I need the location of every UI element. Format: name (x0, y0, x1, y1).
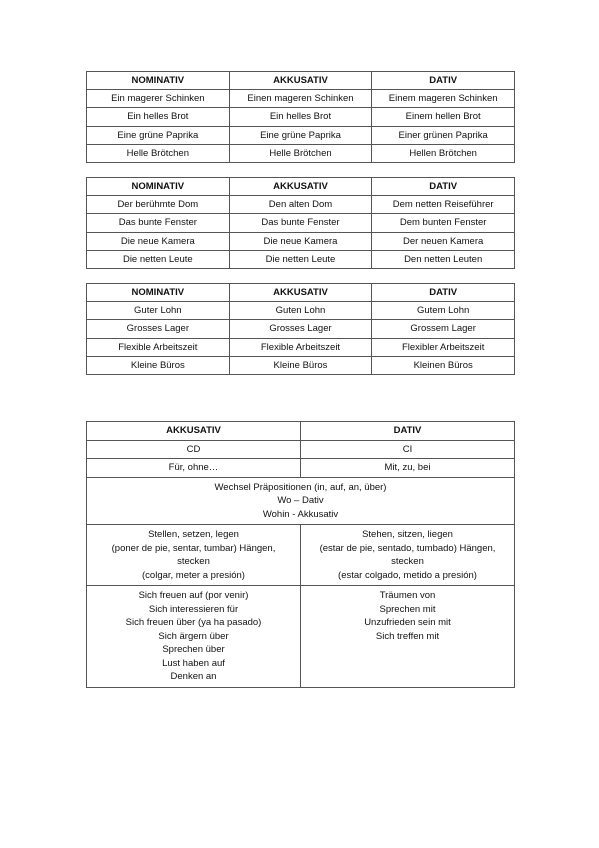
table-cell: Den alten Dom (229, 196, 372, 214)
cd-cell: CD (87, 440, 301, 459)
wechsel-wo: Wo – Dativ (277, 495, 324, 506)
table-row (87, 90, 515, 108)
table-row (87, 440, 515, 459)
table-cell: Helle Brötchen (229, 144, 372, 162)
table-row (87, 356, 515, 374)
table-cell: Grossem Lager (372, 320, 515, 338)
table-row (87, 232, 515, 250)
header-nominativ: NOMINATIV (87, 284, 230, 302)
table-cell: Ein helles Brot (87, 108, 230, 126)
declension-table-3 (86, 283, 515, 375)
header-dativ: DATIV (372, 284, 515, 302)
table-cell: Hellen Brötchen (372, 144, 515, 162)
table-row (87, 320, 515, 338)
table-header-row (87, 284, 515, 302)
table-cell: Flexibler Arbeitszeit (372, 338, 515, 356)
verb-line: (estar de pie, sentado, tumbado) Hängen, (319, 542, 496, 554)
header-dativ: DATIV (372, 72, 515, 90)
table-cell: Einem mageren Schinken (372, 90, 515, 108)
table-cell: Eine grüne Paprika (87, 126, 230, 144)
header-akkusativ: AKKUSATIV (229, 72, 372, 90)
table-cell: Kleine Büros (87, 356, 230, 374)
table-header-row (87, 422, 515, 441)
table-cell: Ein magerer Schinken (87, 90, 230, 108)
header-akkusativ: AKKUSATIV (229, 178, 372, 196)
table-row (87, 302, 515, 320)
table-cell: Helle Brötchen (87, 144, 230, 162)
declension-table-2 (86, 177, 515, 269)
table-cell: Guter Lohn (87, 302, 230, 320)
table-cell: Flexible Arbeitszeit (87, 338, 230, 356)
table-cell: Die netten Leute (87, 250, 230, 268)
reflexive-line: Sich freuen auf (por venir) (138, 590, 249, 601)
table-cell: Die neue Kamera (87, 232, 230, 250)
table-cell: Gutem Lohn (372, 302, 515, 320)
table-cell: Ein helles Brot (229, 108, 372, 126)
case-summary-table (86, 421, 515, 688)
table-cell: Das bunte Fenster (87, 214, 230, 232)
reflexive-line: Sich interessieren für (148, 603, 239, 615)
dativ-reflexive-cell (301, 586, 515, 688)
dativ-prepositions-cell: Mit, zu, bei (301, 459, 515, 478)
dativ-verbs-cell (301, 525, 515, 586)
verb-line: stecken (391, 556, 424, 567)
table-cell: Einen mageren Schinken (229, 90, 372, 108)
verb-line: (colgar, meter a presión) (142, 569, 245, 581)
reflexive-line: Sich ärgern über (158, 630, 229, 642)
table-row (87, 214, 515, 232)
reflexive-line: Lust haben auf (162, 657, 225, 669)
declension-table-1 (86, 71, 515, 163)
akkusativ-verbs-cell (87, 525, 301, 586)
table-row (87, 126, 515, 144)
akkusativ-prepositions-cell: Für, ohne… (87, 459, 301, 478)
table-row (87, 196, 515, 214)
table-cell: Kleine Büros (229, 356, 372, 374)
reflexive-line: Denken an (170, 671, 217, 682)
verb-line: Stellen, setzen, legen (148, 529, 239, 540)
wechsel-prepositions-cell (87, 477, 515, 525)
verb-line: (estar colgado, metido a presión) (338, 569, 477, 581)
table-row (87, 477, 515, 525)
table-row (87, 459, 515, 478)
table-header-row (87, 178, 515, 196)
table-row (87, 338, 515, 356)
table-cell: Den netten Leuten (372, 250, 515, 268)
table-cell: Einem hellen Brot (372, 108, 515, 126)
akkusativ-reflexive-cell (87, 586, 301, 688)
table-cell: Eine grüne Paprika (229, 126, 372, 144)
reflexive-line: Sprechen über (162, 644, 225, 655)
verb-line: Stehen, sitzen, liegen (362, 529, 453, 540)
table-cell: Der berühmte Dom (87, 196, 230, 214)
table-cell: Kleinen Büros (372, 356, 515, 374)
table-cell: Dem bunten Fenster (372, 214, 515, 232)
header-dativ: DATIV (301, 422, 515, 441)
table-cell: Der neuen Kamera (372, 232, 515, 250)
table-cell: Grosses Lager (229, 320, 372, 338)
table-cell: Dem netten Reiseführer (372, 196, 515, 214)
verb-line: stecken (177, 556, 210, 567)
table-cell: Flexible Arbeitszeit (229, 338, 372, 356)
reflexive-line: Sich treffen mit (375, 630, 440, 642)
table-header-row (87, 72, 515, 90)
table-row (87, 144, 515, 162)
table-row (87, 250, 515, 268)
table-cell: Grosses Lager (87, 320, 230, 338)
header-nominativ: NOMINATIV (87, 178, 230, 196)
reflexive-line: Unzufrieden sein mit (364, 617, 451, 628)
table-row (87, 586, 515, 688)
verb-line: (poner de pie, sentar, tumbar) Hängen, (111, 542, 276, 554)
wechsel-title: Wechsel Präpositionen (in, auf, an, über) (214, 481, 387, 493)
header-nominativ: NOMINATIV (87, 72, 230, 90)
reflexive-line: Sprechen mit (379, 603, 436, 615)
table-row (87, 108, 515, 126)
wechsel-wohin: Wohin - Akkusativ (262, 508, 339, 520)
table-cell: Einer grünen Paprika (372, 126, 515, 144)
table-row (87, 525, 515, 586)
header-akkusativ: AKKUSATIV (229, 284, 372, 302)
reflexive-line: Träumen von (379, 590, 436, 601)
header-dativ: DATIV (372, 178, 515, 196)
reflexive-line: Sich freuen über (ya ha pasado) (125, 617, 262, 628)
table-cell: Die neue Kamera (229, 232, 372, 250)
table-cell: Guten Lohn (229, 302, 372, 320)
table-cell: Das bunte Fenster (229, 214, 372, 232)
table-cell: Die netten Leute (229, 250, 372, 268)
header-akkusativ: AKKUSATIV (87, 422, 301, 441)
ci-cell: CI (301, 440, 515, 459)
